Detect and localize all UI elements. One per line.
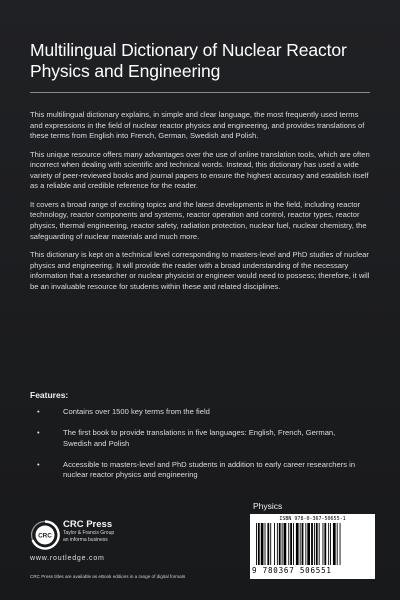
features-list bbox=[30, 407, 360, 491]
ebook-footnote: CRC Press titles are available as eBook editions in a range of digital formats bbox=[30, 574, 186, 579]
feature-text: Accessible to masters-level and PhD students in addition to early career researchers in nuclear reactor physics and engineering bbox=[63, 459, 356, 480]
bullet-icon: • bbox=[37, 459, 40, 469]
bullet-icon: • bbox=[37, 428, 40, 438]
publisher-info bbox=[63, 519, 114, 543]
feature-item bbox=[30, 407, 360, 418]
book-title: Multilingual Dictionary of Nuclear Reactor Physics and Engineering bbox=[30, 40, 347, 81]
description-paragraph-3: It covers a broad range of exciting topics and the latest developments in the field, including reactor technology, reactor components and systems, reactor operation and control, reactor types, reactor physics, thermal engineering, reactor safety, radiation protection, nuclear fuel, nuclear chemistry, the safeguarding of nuclear materials and much more. bbox=[30, 199, 367, 241]
publisher-url: www.routledge.com bbox=[30, 555, 105, 562]
logo-text: CRC bbox=[38, 532, 52, 540]
description-paragraph-1: This multilingual dictionary explains, in simple and clear language, the most frequently used terms and expressions in the field of nuclear reactor physics and engineering, and provides translations of these terms from English into French, German, Swedish and Polish. bbox=[30, 110, 365, 141]
feature-text: Contains over 1500 key terms from the field bbox=[63, 407, 210, 416]
isbn-text: ISBN 978-0-367-50655-1 bbox=[279, 516, 346, 522]
description-paragraph-2: This unique resource offers many advantages over the use of online translation tools, which are often incorrect when dealing with scientific and technical words. Instead, this dictionary has used a wide variety of peer-reviewed books and journal papers to ensure the highest accuracy and establish itself as a reliable and credible reference for the reader. bbox=[30, 149, 370, 191]
barcode-number: 9 780367 506551 bbox=[252, 566, 332, 575]
isbn-barcode bbox=[250, 514, 375, 579]
publisher-group: Taylor & Francis Group bbox=[63, 530, 115, 536]
publisher-tagline: an informa business bbox=[63, 536, 108, 543]
publisher-name: CRC Press bbox=[63, 519, 113, 530]
barcode-icon bbox=[256, 523, 369, 565]
feature-text: The first book to provide translations in five languages: English, French, German, Swedish and Polish bbox=[63, 428, 336, 448]
feature-item bbox=[30, 428, 360, 449]
description-paragraph-4: This dictionary is kept on a technical level corresponding to masters-level and PhD studies of nuclear physics and engineering. It will provide the reader with a broad understanding of the necessary information that a researcher or nuclear physicist or engineer would need to possess; therefore, it will be an invaluable resource for students within these and related disciplines. bbox=[30, 249, 370, 291]
bullet-icon: • bbox=[37, 407, 40, 416]
crc-press-logo-icon bbox=[30, 520, 60, 550]
description bbox=[30, 110, 370, 300]
subject-label: Physics bbox=[253, 501, 283, 511]
feature-item bbox=[30, 460, 360, 481]
features-heading: Features: bbox=[30, 390, 69, 400]
title-divider bbox=[30, 92, 370, 93]
